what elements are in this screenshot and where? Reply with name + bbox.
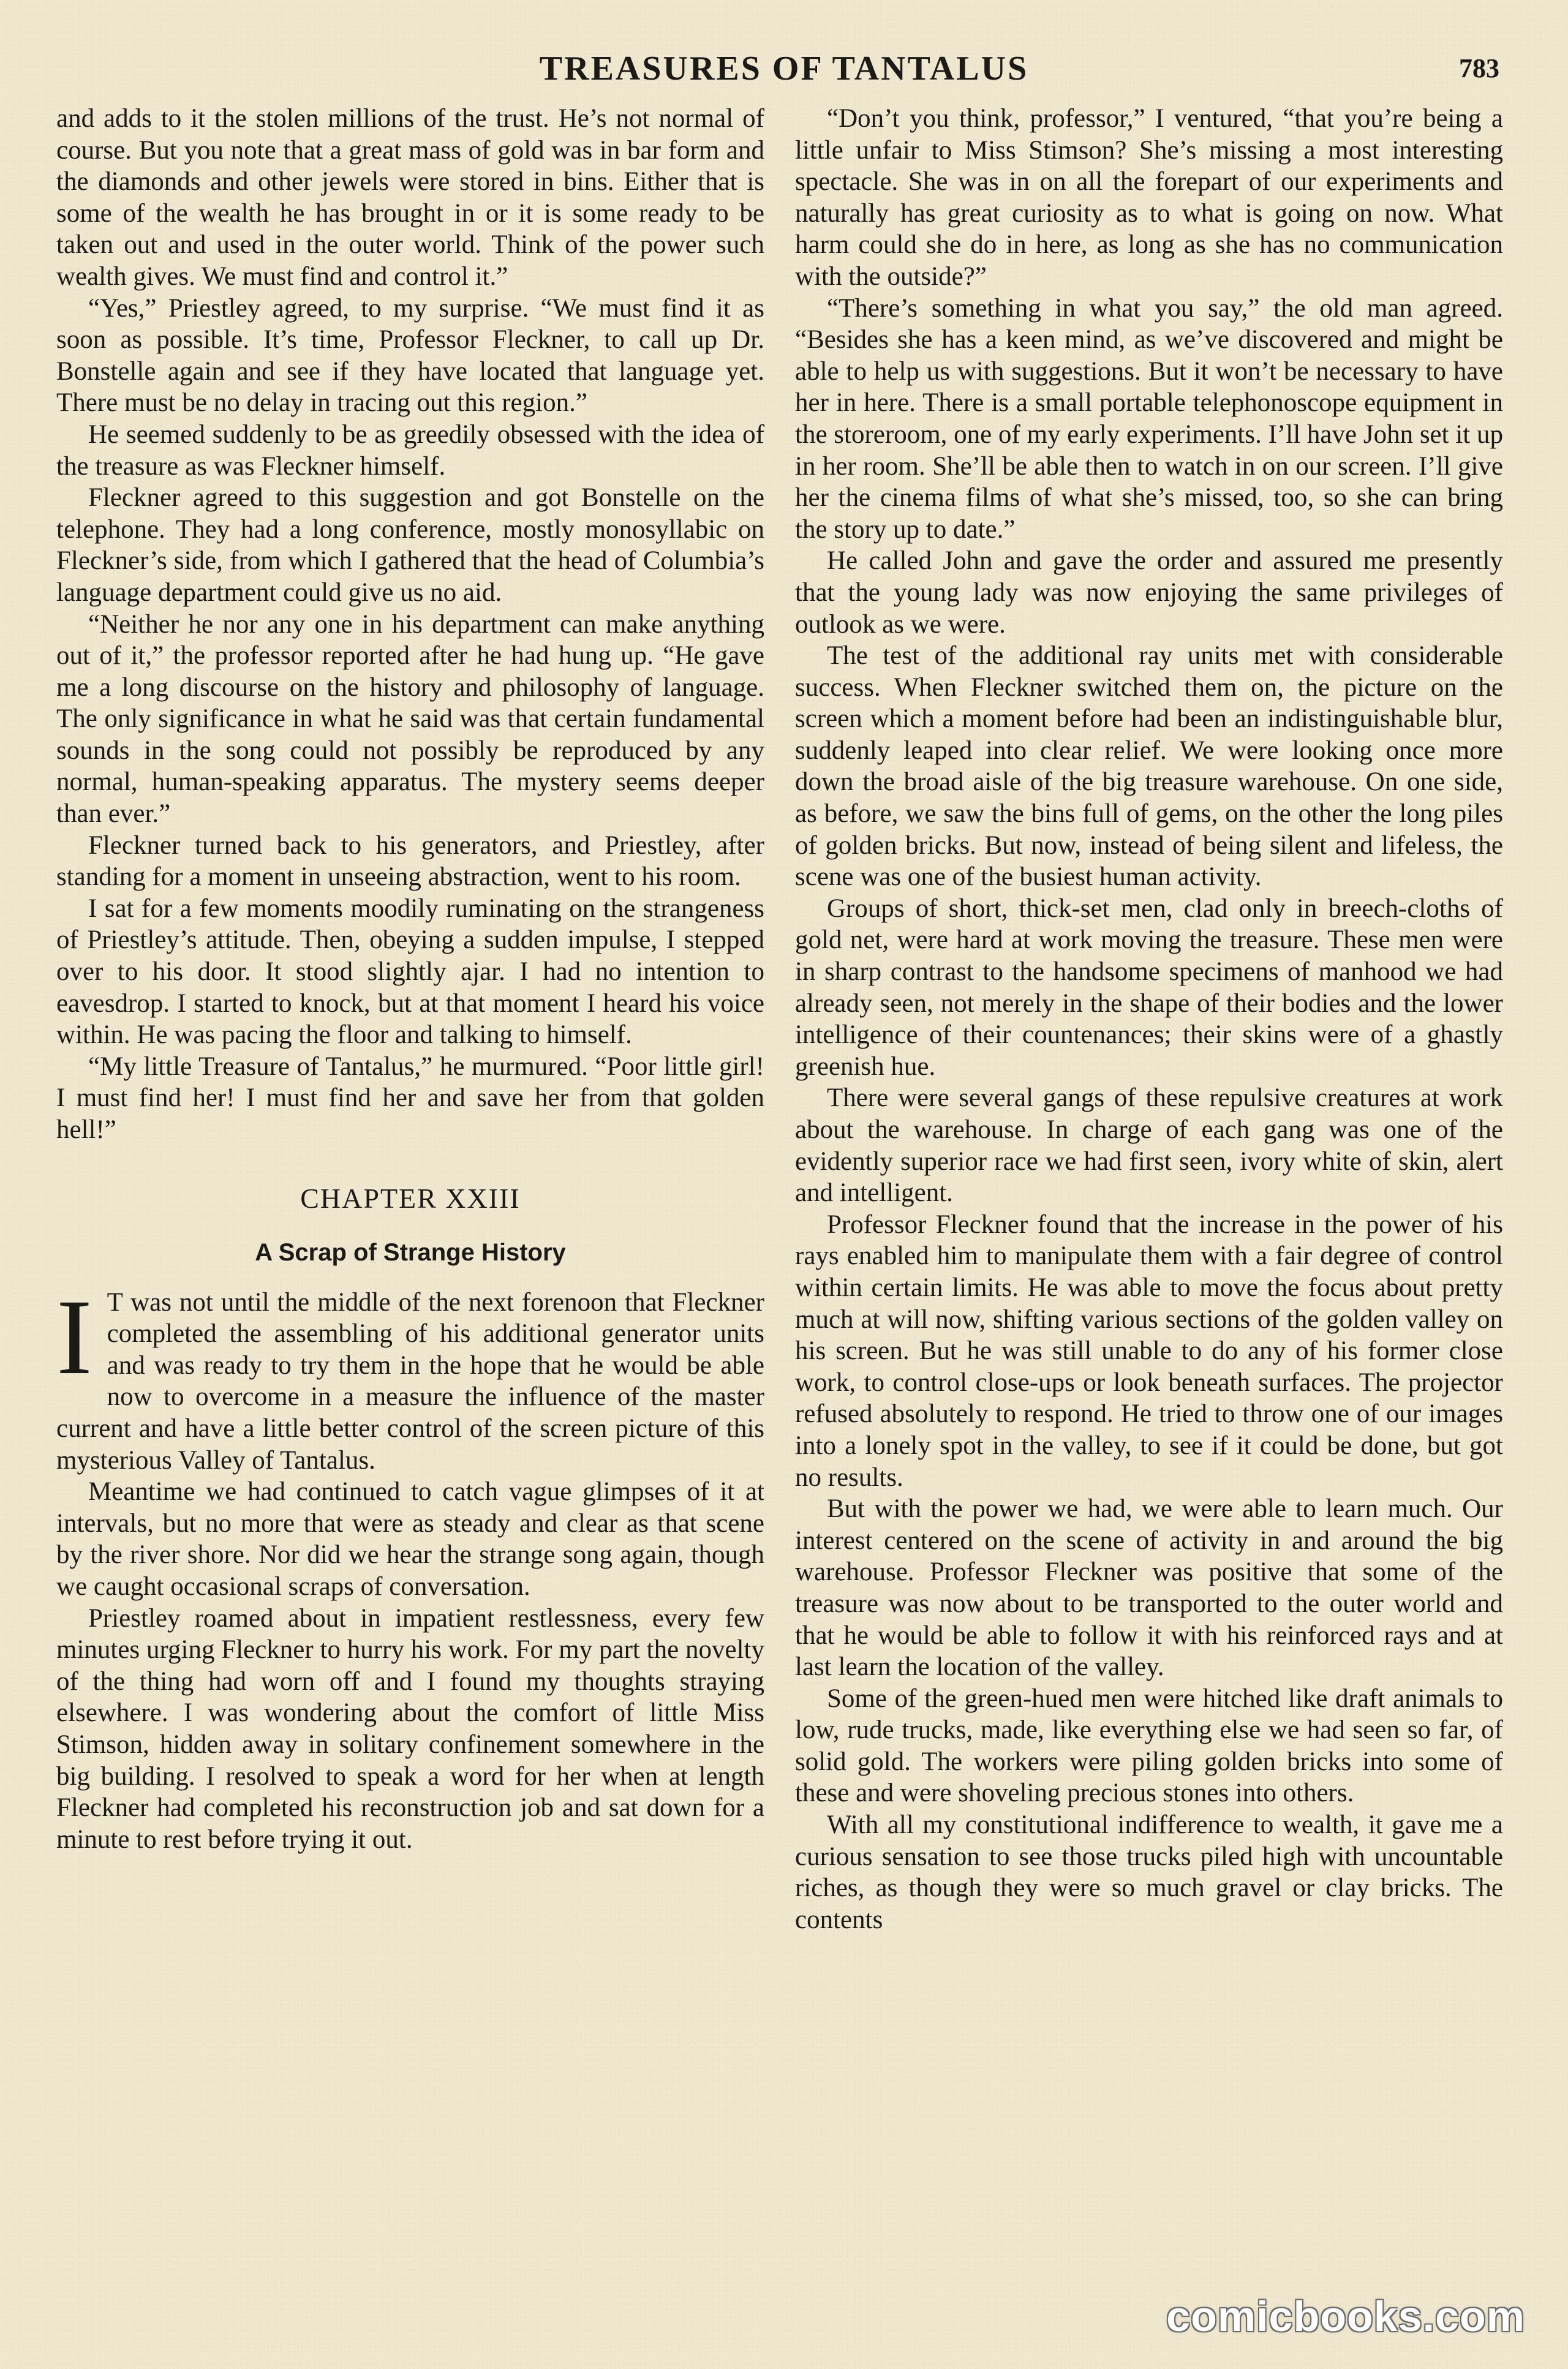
- paragraph: I sat for a few moments moodily ruminating on the strangeness of Priestley’s attitude. Then, obeying a sudden impulse, I stepped over to his door. It stood slightly ajar. I had no intention to eavesdrop. I started to knock, but at that moment I heard his voice within. He was pacing the floor and talking to himself.: [56, 894, 764, 1050]
- paragraph: Some of the green-hued men were hitched like draft animals to low, rude trucks, made, like everything else we had seen so far, of solid gold. The workers were piling golden bricks into some of these and were shoveling precious stones into others.: [795, 1684, 1503, 1808]
- left-column: [56, 103, 764, 1855]
- paragraph: Priestley roamed about in impatient restlessness, every few minutes urging Fleckner to hurry his work. For my part the novelty of the thing had worn off and I found my thoughts straying elsewhere. I was wondering about the comfort of little Miss Stimson, hidden away in solitary confinement somewhere in the big building. I resolved to speak a word for her when at length Fleckner had completed his reconstruction job and sat down for a minute to rest before trying it out.: [56, 1603, 764, 1854]
- right-column: [795, 103, 1503, 1935]
- paragraph: Meantime we had continued to catch vague glimpses of it at intervals, but no more that were as steady and clear as that scene by the river shore. Nor did we hear the strange song again, though we caught occasional scraps of conversation.: [56, 1477, 764, 1601]
- paragraph: Groups of short, thick-set men, clad only in breech-cloths of gold net, were hard at work moving the treasure. These men were in sharp contrast to the handsome specimens of manhood we had already seen, not merely in the shape of their bodies and the lower intelligence of their countenances; their skins were of a ghastly greenish hue.: [795, 894, 1503, 1081]
- running-head: [0, 44, 1568, 93]
- paragraph: Fleckner turned back to his generators, and Priestley, after standing for a moment in unseeing abstraction, went to his room.: [56, 830, 764, 892]
- opening-text: T was not until the middle of the next forenoon that Fleckner completed the assembling of his additional generator units and was ready to try them in the hope that he would be able now to overcome in a measure the influence of the master current and have a little better control of the screen picture of this mysterious Valley of Tantalus.: [56, 1287, 764, 1475]
- paragraph: There were several gangs of these repulsive creatures at work about the warehouse. In charge of each gang was one of the evidently superior race we had first seen, ivory white of skin, alert and intelligent.: [795, 1083, 1503, 1208]
- paragraph: and adds to it the stolen millions of the trust. He’s not normal of course. But you note that a great mass of gold was in bar form and the diamonds and other jewels were stored in bins. Either that is some of the wealth he has brought in or it is some ready to be taken out and used in the outer world. Think of the power such wealth gives. We must find and control it.”: [56, 104, 764, 291]
- paragraph: “My little Treasure of Tantalus,” he murmured. “Poor little girl! I must find her! I must find her and save her from that golden hell!”: [56, 1052, 764, 1144]
- chapter-number: CHAPTER XXIII: [300, 1182, 521, 1214]
- chapter-title: A Scrap of Strange History: [255, 1238, 566, 1266]
- paragraph: “Don’t you think, professor,” I ventured, “that you’re being a little unfair to Miss Stimson? She’s missing a most interesting spectacle. She was in on all the forepart of our experiments and naturally has great curiosity as to what is going on now. What harm could she do in here, as long as she has no communication with the outside?”: [795, 104, 1503, 291]
- paragraph: He seemed suddenly to be as greedily obsessed with the idea of the treasure as was Fleckner himself.: [56, 420, 764, 481]
- site-watermark: comicbooks.com: [1166, 2292, 1525, 2340]
- drop-cap: I: [56, 1277, 92, 1397]
- paragraph: With all my constitutional indifference to wealth, it gave me a curious sensation to see those trucks piled high with uncountable riches, as though they were so much gravel or clay bricks. The contents: [795, 1810, 1503, 1934]
- paragraph: “There’s something in what you say,” the old man agreed. “Besides she has a keen mind, as we’ve discovered and might be able to help us with suggestions. But it won’t be necessary to have her in here. There is a small portable telephonoscope equipment in the storeroom, one of my early experiments. I’ll have John set it up in her room. She’ll be able then to watch in on our screen. I’ll give her the cinema films of what she’s missed, too, so she can bring the story up to date.”: [795, 293, 1503, 544]
- paragraph: Fleckner agreed to this suggestion and got Bonstelle on the telephone. They had a long conference, mostly monosyllabic on Fleckner’s side, from which I gathered that the head of Columbia’s language department could give us no aid.: [56, 483, 764, 607]
- paragraph: He called John and gave the order and assured me presently that the young lady was now enjoying the same privileges of outlook as we were.: [795, 546, 1503, 639]
- paragraph: Professor Fleckner found that the increase in the power of his rays enabled him to manipulate them with a fair degree of control within certain limits. He was able to move the focus about pretty much at will now, shifting various sections of the golden valley on his screen. But he was still unable to do any of his former close work, to control close-ups or look beneath surfaces. The projector refused absolutely to respond. He tried to throw one of our images into a lonely spot in the valley, to see if it could be done, but got no results.: [795, 1210, 1503, 1492]
- running-title: TREASURES OF TANTALUS: [539, 50, 1029, 88]
- paragraph: The test of the additional ray units met with considerable success. When Fleckner switched them on, the picture on the screen which a moment before had been an indistinguishable blur, suddenly leaped into clear relief. We were looking once more down the broad aisle of the big treasure warehouse. On one side, as before, we saw the bins full of gems, on the other the long piles of golden bricks. But now, instead of being silent and lifeless, the scene was one of the busiest human activity.: [795, 641, 1503, 892]
- paragraph: “Yes,” Priestley agreed, to my surprise. “We must find it as soon as possible. It’s time, Professor Fleckner, to call up Dr. Bonstelle again and see if they have located that language yet. There must be no delay in tracing out this region.”: [56, 293, 764, 418]
- paragraph: But with the power we had, we were able to learn much. Our interest centered on the scene of activity in and around the big warehouse. Professor Fleckner was positive that some of the treasure was now about to be transported to the outer world and that he would be able to follow it with his reinforced rays and at last learn the location of the valley.: [795, 1494, 1503, 1682]
- page-number: 783: [1459, 53, 1499, 83]
- paragraph: “Neither he nor any one in his department can make anything out of it,” the professor reported after he had hung up. “He gave me a long discourse on the history and philosophy of language. The only significance in what he said was that certain fundamental sounds in the song could not possibly be reproduced by any normal, human-speaking apparatus. The mystery seems deeper than ever.”: [56, 609, 764, 829]
- chapter-opening-paragraph: [56, 1277, 764, 1477]
